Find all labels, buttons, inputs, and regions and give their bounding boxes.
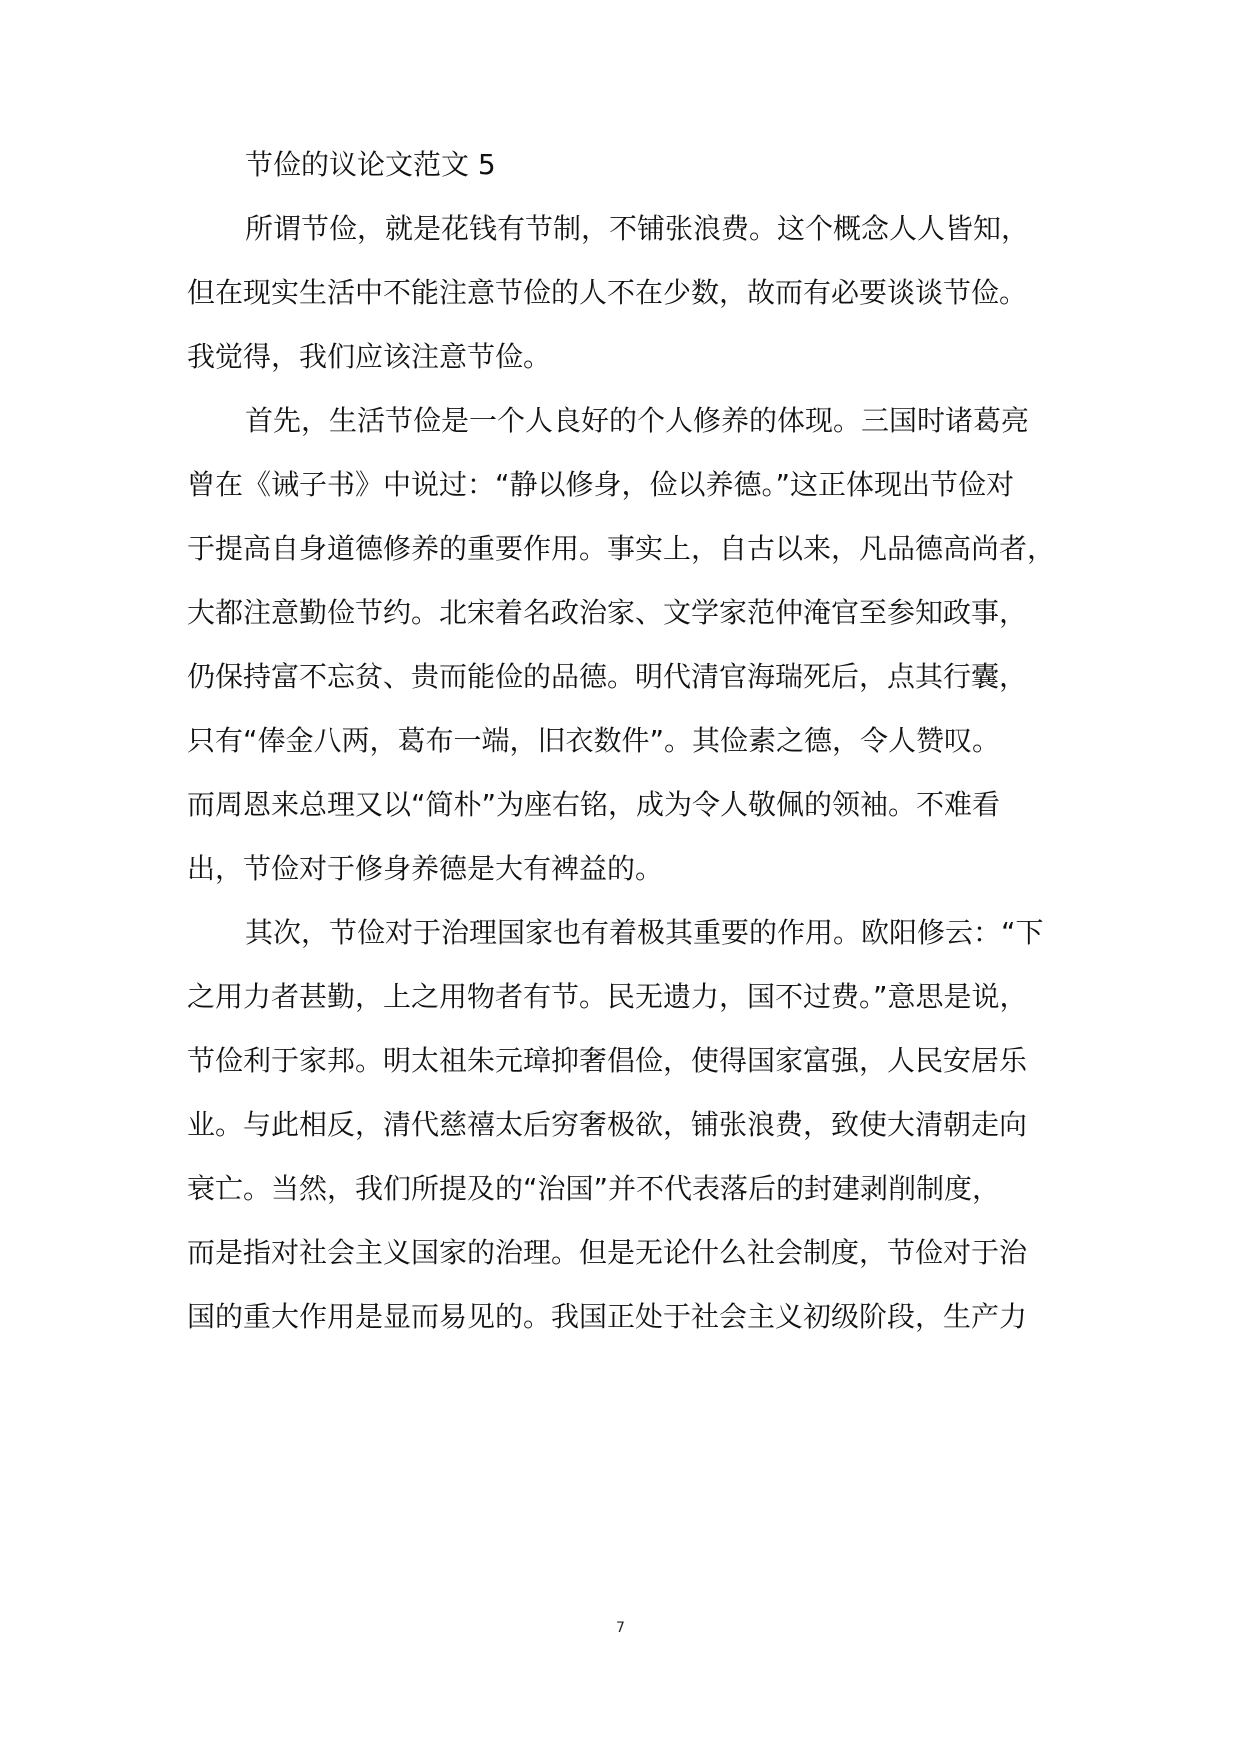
paragraph-line: 所谓节俭，就是花钱有节制，不铺张浪费。这个概念人人皆知， <box>245 212 1030 245</box>
paragraph-line: 只有“俸金八两，葛布一端，旧衣数件”。其俭素之德，令人赞叹。 <box>187 724 1001 757</box>
page-number: 7 <box>616 1620 625 1636</box>
paragraph-line: 而周恩来总理又以“简朴”为座右铭，成为令人敬佩的领袖。不难看 <box>187 788 1001 821</box>
paragraph-line: 首先，生活节俭是一个人良好的个人修养的体现。三国时诸葛亮 <box>245 404 1030 437</box>
paragraph-line: 节俭利于家邦。明太祖朱元璋抑奢倡俭，使得国家富强，人民安居乐 <box>187 1044 1028 1077</box>
paragraph-line: 衰亡。当然，我们所提及的“治国”并不代表落后的封建剥削制度， <box>187 1172 1001 1205</box>
paragraph-line: 业。与此相反，清代慈禧太后穷奢极欲，铺张浪费，致使大清朝走向 <box>187 1108 1028 1141</box>
paragraph-line: 而是指对社会主义国家的治理。但是无论什么社会制度，节俭对于治 <box>187 1236 1028 1269</box>
paragraph-line: 但在现实生活中不能注意节俭的人不在少数，故而有必要谈谈节俭。 <box>187 276 1028 309</box>
article-title: 节俭的议论文范文 5 <box>245 148 496 181</box>
paragraph-line: 其次，节俭对于治理国家也有着极其重要的作用。欧阳修云：“下 <box>245 916 1044 949</box>
paragraph-line: 之用力者甚勤，上之用物者有节。民无遗力，国不过费。”意思是说， <box>187 980 1028 1013</box>
paragraph-line: 出，节俭对于修身养德是大有裨益的。 <box>187 852 664 885</box>
paragraph-line: 于提高自身道德修养的重要作用。事实上，自古以来，凡品德高尚者， <box>187 532 1056 565</box>
paragraph-line: 仍保持富不忘贫、贵而能俭的品德。明代清官海瑞死后，点其行囊， <box>187 660 1028 693</box>
paragraph-line: 曾在《诫子书》中说过：“静以修身，俭以养德。”这正体现出节俭对 <box>187 468 1015 501</box>
paragraph-line: 大都注意勤俭节约。北宋着名政治家、文学家范仲淹官至参知政事， <box>187 596 1028 629</box>
paragraph-line: 国的重大作用是显而易见的。我国正处于社会主义初级阶段，生产力 <box>187 1300 1028 1333</box>
document-body <box>187 133 1061 1349</box>
paragraph-line: 我觉得，我们应该注意节俭。 <box>187 340 552 373</box>
